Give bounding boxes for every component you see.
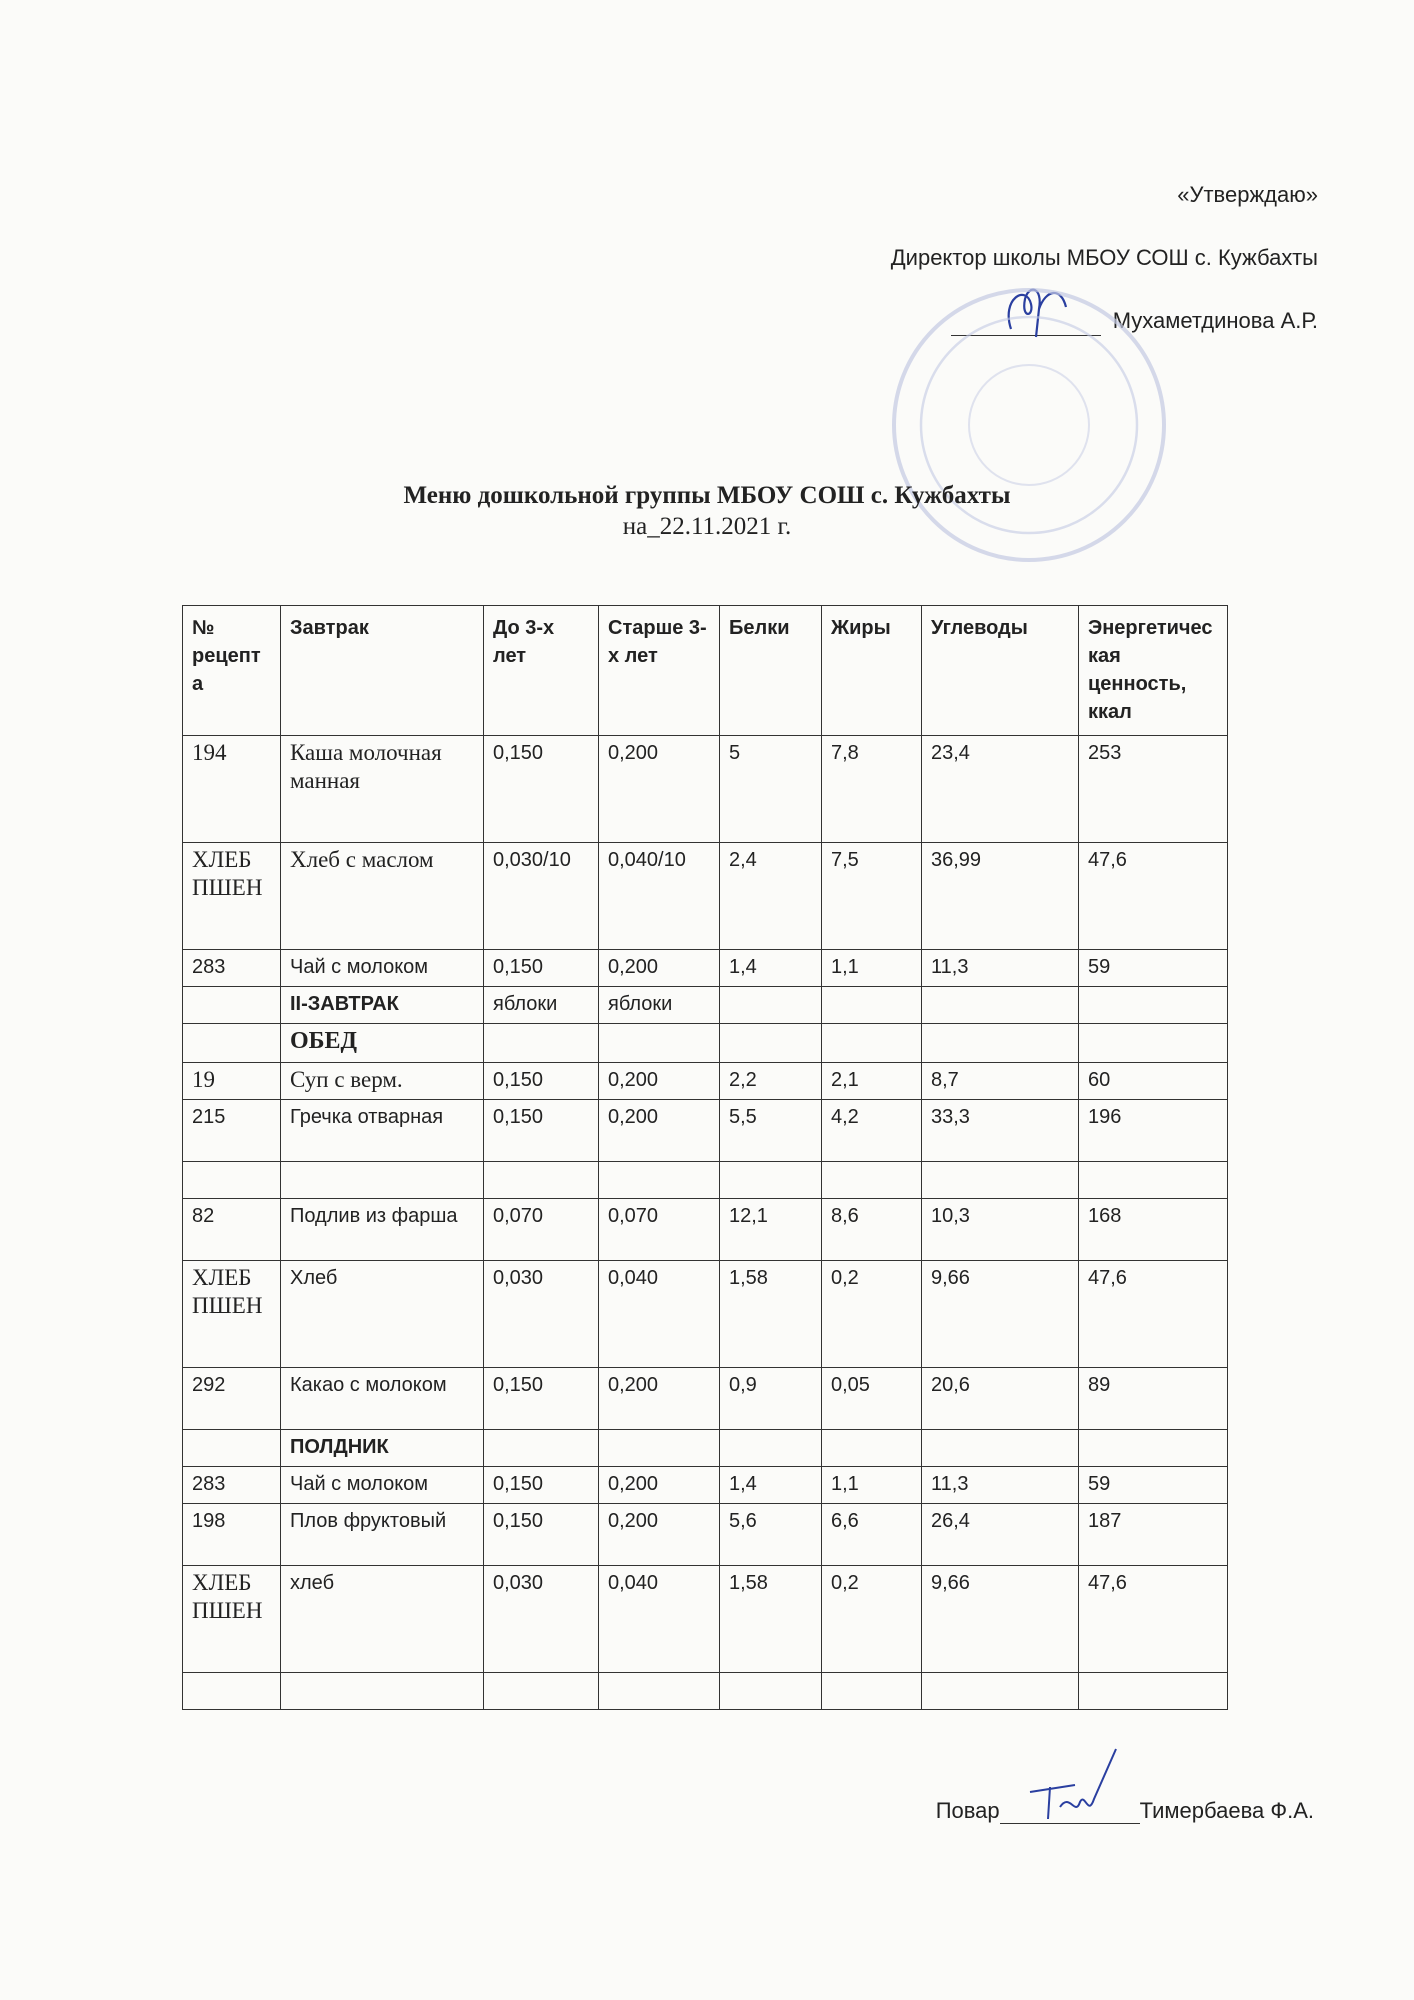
table-cell: 9,66	[922, 1566, 1079, 1673]
table-cell: 215	[183, 1100, 281, 1162]
table-cell: 0,040	[599, 1566, 720, 1673]
table-cell: 12,1	[720, 1199, 822, 1261]
table-cell: 6,6	[822, 1504, 922, 1566]
table-row	[183, 1467, 1228, 1504]
table-cell	[720, 987, 822, 1024]
table-cell	[183, 1430, 281, 1467]
table-row	[183, 987, 1228, 1024]
table-cell: 8,7	[922, 1063, 1079, 1100]
table-row	[183, 843, 1228, 950]
title-date: на_22.11.2021 г.	[622, 513, 792, 540]
table-cell	[1079, 1162, 1228, 1199]
table-cell	[822, 1673, 922, 1710]
table-cell: 10,3	[922, 1199, 1079, 1261]
approval-label: «Утверждаю»	[1177, 182, 1318, 207]
table-cell: 0,070	[599, 1199, 720, 1261]
header-cell: Старше 3-х лет	[599, 606, 720, 736]
table-cell: 5	[720, 736, 822, 843]
table-cell: 8,6	[822, 1199, 922, 1261]
table-cell: 59	[1079, 1467, 1228, 1504]
table-cell: 0,2	[822, 1261, 922, 1368]
table-cell: 0,150	[484, 1504, 599, 1566]
table-cell	[484, 1673, 599, 1710]
header-cell: Углеводы	[922, 606, 1079, 736]
cook-name: Тимербаева Ф.А.	[1139, 1798, 1314, 1823]
table-cell: 0,200	[599, 736, 720, 843]
table-cell	[183, 1162, 281, 1199]
header-cell: Жиры	[822, 606, 922, 736]
cook-label: Повар	[935, 1798, 1000, 1823]
menu-table	[182, 605, 1228, 1710]
table-cell	[1079, 987, 1228, 1024]
header-cell: № рецепта	[183, 606, 281, 736]
table-cell: 2,2	[720, 1063, 822, 1100]
table-cell: 26,4	[922, 1504, 1079, 1566]
table-cell	[484, 1162, 599, 1199]
table-row	[183, 1504, 1228, 1566]
table-cell	[599, 1162, 720, 1199]
table-cell	[720, 1162, 822, 1199]
table-cell: 0,05	[822, 1368, 922, 1430]
table-cell: 283	[183, 950, 281, 987]
title-main: Меню дошкольной группы МБОУ СОШ с. Кужбахты	[403, 482, 1011, 509]
table-cell	[599, 1430, 720, 1467]
table-row	[183, 1368, 1228, 1430]
header-cell: До 3-х лет	[484, 606, 599, 736]
table-cell: 60	[1079, 1063, 1228, 1100]
table-cell: 11,3	[922, 1467, 1079, 1504]
table-row	[183, 736, 1228, 843]
table-row	[183, 1063, 1228, 1100]
table-cell: 0,150	[484, 1063, 599, 1100]
table-cell: ХЛЕБ ПШЕН	[183, 843, 281, 950]
table-cell: 253	[1079, 736, 1228, 843]
table-cell: 23,4	[922, 736, 1079, 843]
table-cell: 1,1	[822, 950, 922, 987]
table-row	[183, 1199, 1228, 1261]
table-cell: 0,150	[484, 1467, 599, 1504]
table-row	[183, 1024, 1228, 1063]
table-cell	[922, 1673, 1079, 1710]
table-cell: Какао с молоком	[281, 1368, 484, 1430]
table-cell: II-ЗАВТРАК	[281, 987, 484, 1024]
cook-signature-line	[1000, 1797, 1140, 1824]
table-cell: ХЛЕБ ПШЕН	[183, 1261, 281, 1368]
table-cell: 0,150	[484, 1100, 599, 1162]
table-cell: 47,6	[1079, 843, 1228, 950]
table-cell: 9,66	[922, 1261, 1079, 1368]
table-cell	[922, 1430, 1079, 1467]
table-cell	[599, 1673, 720, 1710]
table-cell: яблоки	[599, 987, 720, 1024]
table-cell: 36,99	[922, 843, 1079, 950]
table-cell: яблоки	[484, 987, 599, 1024]
table-cell	[822, 1024, 922, 1063]
table-row	[183, 1566, 1228, 1673]
table-cell: 0,200	[599, 1100, 720, 1162]
table-cell: 0,2	[822, 1566, 922, 1673]
table-cell: 0,150	[484, 1368, 599, 1430]
table-cell: 59	[1079, 950, 1228, 987]
table-cell: 5,6	[720, 1504, 822, 1566]
table-cell: 0,070	[484, 1199, 599, 1261]
table-cell	[922, 987, 1079, 1024]
table-cell: 47,6	[1079, 1261, 1228, 1368]
table-cell: Чай с молоком	[281, 1467, 484, 1504]
table-cell: 11,3	[922, 950, 1079, 987]
table-cell: Подлив из фарша	[281, 1199, 484, 1261]
table-cell: 1,58	[720, 1566, 822, 1673]
table-cell	[822, 1430, 922, 1467]
table-row	[183, 1261, 1228, 1368]
table-cell: 1,1	[822, 1467, 922, 1504]
table-cell: 0,200	[599, 1504, 720, 1566]
table-cell: Суп с верм.	[281, 1063, 484, 1100]
table-cell: ХЛЕБ ПШЕН	[183, 1566, 281, 1673]
table-cell: 1,4	[720, 1467, 822, 1504]
table-cell	[599, 1024, 720, 1063]
table-cell: 89	[1079, 1368, 1228, 1430]
table-cell	[484, 1024, 599, 1063]
table-cell: 0,200	[599, 1467, 720, 1504]
table-cell	[1079, 1673, 1228, 1710]
table-row	[183, 1673, 1228, 1710]
table-cell	[484, 1430, 599, 1467]
header-cell: Белки	[720, 606, 822, 736]
table-cell: 187	[1079, 1504, 1228, 1566]
table-cell: 0,030	[484, 1566, 599, 1673]
table-cell	[1079, 1430, 1228, 1467]
table-cell	[183, 1024, 281, 1063]
table-cell: 20,6	[922, 1368, 1079, 1430]
director-name: Мухаметдинова А.Р.	[1112, 308, 1318, 333]
table-cell	[183, 987, 281, 1024]
table-cell: 33,3	[922, 1100, 1079, 1162]
table-cell	[720, 1673, 822, 1710]
table-cell: 168	[1079, 1199, 1228, 1261]
table-cell: 47,6	[1079, 1566, 1228, 1673]
table-cell: 0,200	[599, 1063, 720, 1100]
table-cell: 2,4	[720, 843, 822, 950]
table-cell: Гречка отварная	[281, 1100, 484, 1162]
cook-signature	[1020, 1747, 1120, 1827]
table-cell: 0,030/10	[484, 843, 599, 950]
table-cell: 0,200	[599, 1368, 720, 1430]
table-cell: Хлеб с маслом	[281, 843, 484, 950]
table-cell: ОБЕД	[281, 1024, 484, 1063]
table-cell	[822, 987, 922, 1024]
table-cell: Хлеб	[281, 1261, 484, 1368]
menu-table-body	[183, 736, 1228, 1710]
table-cell	[822, 1162, 922, 1199]
table-cell: 7,8	[822, 736, 922, 843]
table-cell: 1,58	[720, 1261, 822, 1368]
table-cell: 7,5	[822, 843, 922, 950]
approval-position: Директор школы МБОУ СОШ с. Кужбахты	[890, 245, 1318, 270]
table-cell: Чай с молоком	[281, 950, 484, 987]
table-cell: хлеб	[281, 1566, 484, 1673]
table-cell: 19	[183, 1063, 281, 1100]
table-cell	[1079, 1024, 1228, 1063]
table-cell: 292	[183, 1368, 281, 1430]
table-cell	[720, 1024, 822, 1063]
cook-signature-block	[936, 1797, 1314, 1824]
table-cell: 0,040	[599, 1261, 720, 1368]
header-cell: Энергетическая ценность, ккал	[1079, 606, 1228, 736]
table-cell: 196	[1079, 1100, 1228, 1162]
table-cell	[281, 1673, 484, 1710]
table-cell: 0,150	[484, 736, 599, 843]
table-cell	[922, 1024, 1079, 1063]
table-cell: 0,9	[720, 1368, 822, 1430]
table-header-row	[183, 606, 1228, 736]
table-cell: 1,4	[720, 950, 822, 987]
table-cell: 0,030	[484, 1261, 599, 1368]
table-cell: 194	[183, 736, 281, 843]
table-cell: Каша молочная манная	[281, 736, 484, 843]
table-cell: 283	[183, 1467, 281, 1504]
table-cell: 82	[183, 1199, 281, 1261]
table-row	[183, 950, 1228, 987]
table-cell: Плов фруктовый	[281, 1504, 484, 1566]
table-row	[183, 1430, 1228, 1467]
table-cell: 4,2	[822, 1100, 922, 1162]
table-cell	[922, 1162, 1079, 1199]
table-cell	[183, 1673, 281, 1710]
table-row	[183, 1162, 1228, 1199]
table-cell: 198	[183, 1504, 281, 1566]
table-cell	[281, 1162, 484, 1199]
table-cell	[720, 1430, 822, 1467]
table-cell: 0,200	[599, 950, 720, 987]
header-cell: Завтрак	[281, 606, 484, 736]
table-cell: 0,040/10	[599, 843, 720, 950]
table-cell: ПОЛДНИК	[281, 1430, 484, 1467]
table-cell: 5,5	[720, 1100, 822, 1162]
table-cell: 0,150	[484, 950, 599, 987]
table-row	[183, 1100, 1228, 1162]
table-cell: 2,1	[822, 1063, 922, 1100]
